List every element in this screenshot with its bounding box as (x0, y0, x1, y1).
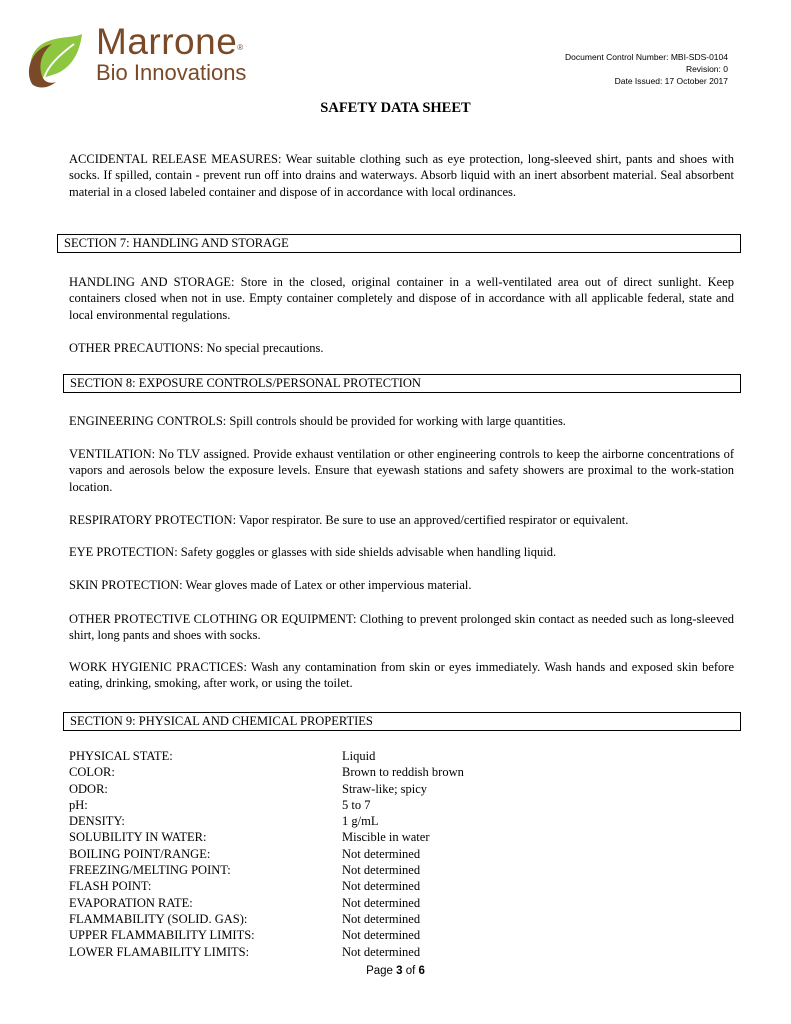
property-value: Liquid (342, 749, 376, 763)
page-footer (0, 965, 791, 977)
doc-control-number: Document Control Number: MBI-SDS-0104 (565, 52, 728, 62)
eye-protection-text: EYE PROTECTION: Safety goggles or glasses with side shields advisable when handling liquid. (69, 545, 557, 559)
work-hygienic-text: WORK HYGIENIC PRACTICES: Wash any contamination from skin or eyes immediately. Wash hands and exposed skin before eating, drinking, smoking, after work, or using the toilet. (69, 660, 734, 691)
respiratory-protection-text: RESPIRATORY PROTECTION: Vapor respirator. Be sure to use an approved/certified respirator or equivalent. (69, 513, 629, 527)
property-label: FREEZING/MELTING POINT: (69, 863, 231, 878)
property-row (69, 813, 464, 829)
property-label: PHYSICAL STATE: (69, 749, 173, 763)
other-precautions-text: OTHER PRECAUTIONS: No special precautions. (69, 341, 324, 355)
property-row (69, 846, 464, 862)
property-row (69, 878, 464, 894)
property-row (69, 748, 464, 764)
property-row (69, 862, 464, 878)
property-value: Miscible in water (342, 830, 430, 845)
property-value: 5 to 7 (342, 797, 371, 812)
property-value: Not determined (342, 879, 421, 894)
skin-protection-text: SKIN PROTECTION: Wear gloves made of Latex or other impervious material. (69, 578, 472, 592)
property-label: LOWER FLAMABILITY LIMITS: (69, 944, 250, 959)
property-label: FLAMMABILITY (SOLID. GAS): (69, 911, 248, 926)
property-label: ODOR: (69, 781, 108, 796)
property-row (69, 797, 464, 813)
section-8-heading: SECTION 8: EXPOSURE CONTROLS/PERSONAL PROTECTION (63, 374, 741, 393)
property-label: pH: (69, 797, 88, 812)
property-row (69, 764, 464, 780)
brand-name: Marrone® (96, 21, 244, 62)
document-meta (565, 51, 728, 87)
engineering-controls-text: ENGINEERING CONTROLS: Spill controls should be provided for working with large quantities. (69, 414, 566, 428)
property-value: Not determined (342, 944, 421, 959)
page-total: 6 (418, 965, 425, 977)
ventilation-text: VENTILATION: No TLV assigned. Provide exhaust ventilation or other engineering controls to keep the airborne concentrations of vapors and aerosols below the exposure levels. Ensure that eyewash stations and safety showers are proximal to the work-station location. (69, 447, 734, 494)
page-title: SAFETY DATA SHEET (320, 100, 471, 116)
property-row (69, 895, 464, 911)
handling-storage-text: HANDLING AND STORAGE: Store in the closed, original container in a well-ventilated area out of direct sunlight. Keep containers closed when not in use. Empty container completely and dispose of in accordance with all applicable federal, state and local environmental regulations. (69, 275, 734, 322)
company-logo (24, 22, 284, 92)
brand-subtitle: Bio Innovations (96, 60, 247, 85)
property-value: Not determined (342, 846, 421, 861)
property-row (69, 911, 464, 927)
property-value: Not determined (342, 928, 421, 943)
page-number: 3 (396, 965, 403, 977)
revision: Revision: 0 (685, 64, 728, 74)
protective-clothing-text: OTHER PROTECTIVE CLOTHING OR EQUIPMENT: Clothing to prevent prolonged skin contact as needed such as long-sleeved shirt, long pants and shoes with socks. (69, 612, 734, 643)
property-value: Not determined (342, 911, 421, 926)
property-label: FLASH POINT: (69, 879, 152, 894)
property-label: BOILING POINT/RANGE: (69, 846, 211, 861)
of-word: of (405, 965, 416, 977)
property-row (69, 927, 464, 943)
page-word: Page (366, 965, 393, 977)
property-row (69, 944, 464, 960)
property-label: UPPER FLAMMABILITY LIMITS: (69, 928, 255, 943)
property-value: Straw-like; spicy (342, 781, 428, 796)
property-row (69, 781, 464, 797)
date-issued: Date Issued: 17 October 2017 (614, 76, 728, 86)
leaf-logo-icon (24, 30, 86, 90)
property-label: EVAPORATION RATE: (69, 895, 193, 910)
property-value: Brown to reddish brown (342, 765, 464, 780)
property-value: Not determined (342, 863, 421, 878)
section-7-heading: SECTION 7: HANDLING AND STORAGE (57, 234, 741, 253)
section-9-heading: SECTION 9: PHYSICAL AND CHEMICAL PROPERTIES (63, 712, 741, 731)
property-label: DENSITY: (69, 814, 125, 829)
properties-list (69, 748, 464, 960)
property-value: Not determined (342, 895, 421, 910)
accidental-release-text: ACCIDENTAL RELEASE MEASURES: Wear suitable clothing such as eye protection, long-sleeved shirt, pants and shoes with socks. If spilled, contain - prevent run off into drains and waterways. Absorb liquid with an inert absorbent material. Seal absorbent material in a closed labeled container and dispose of in accordance with local ordinances. (69, 152, 734, 199)
property-value: 1 g/mL (342, 814, 379, 829)
property-label: SOLUBILITY IN WATER: (69, 830, 207, 845)
property-label: COLOR: (69, 765, 115, 780)
property-row (69, 829, 464, 845)
